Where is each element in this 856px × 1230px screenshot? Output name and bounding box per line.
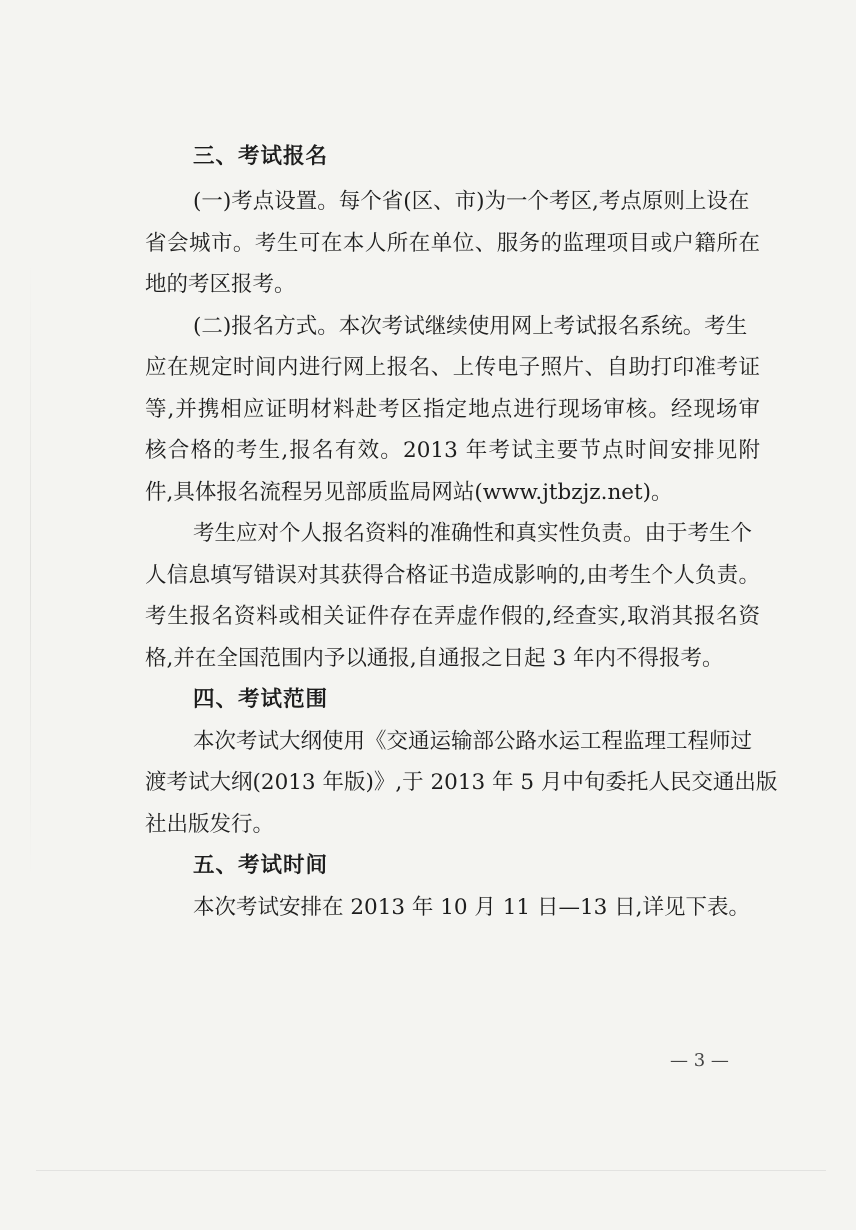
paragraph-line: 社出版发行。 (145, 812, 275, 837)
paragraph-line: 考生报名资料或相关证件存在弄虚作假的,经查实,取消其报名资 (145, 604, 760, 629)
scan-shadow-bottom (36, 1170, 826, 1171)
paragraph-line: 核合格的考生,报名有效。2013 年考试主要节点时间安排见附 (145, 438, 760, 463)
section-heading-registration: 三、考试报名 (193, 144, 329, 169)
paragraph-line: 渡考试大纲(2013 年版)》,于 2013 年 5 月中旬委托人民交通出版 (145, 770, 778, 795)
paragraph-line: (一)考点设置。每个省(区、市)为一个考区,考点原则上设在 (193, 189, 750, 214)
paragraph-line: (二)报名方式。本次考试继续使用网上考试报名系统。考生 (193, 314, 748, 339)
page-number: — 3 — (670, 1050, 729, 1071)
paragraph-line: 本次考试安排在 2013 年 10 月 11 日—13 日,详见下表。 (193, 895, 750, 920)
paragraph-line: 件,具体报名流程另见部质监局网站(www.jtbzjz.net)。 (145, 480, 673, 505)
paragraph-line: 格,并在全国范围内予以通报,自通报之日起 3 年内不得报考。 (145, 646, 724, 671)
paragraph-line: 人信息填写错误对其获得合格证书造成影响的,由考生个人负责。 (145, 563, 760, 588)
paragraph-line: 本次考试大纲使用《交通运输部公路水运工程监理工程师过 (193, 729, 753, 754)
paragraph-line: 应在规定时间内进行网上报名、上传电子照片、自助打印准考证 (145, 355, 760, 380)
section-heading-time: 五、考试时间 (193, 853, 329, 878)
section-heading-scope: 四、考试范围 (193, 687, 329, 712)
paragraph-line: 等,并携相应证明材料赴考区指定地点进行现场审核。经现场审 (145, 397, 760, 422)
scan-shadow-left (30, 260, 31, 880)
paragraph-line: 考生应对个人报名资料的准确性和真实性负责。由于考生个 (193, 521, 753, 546)
paragraph-line: 省会城市。考生可在本人所在单位、服务的监理项目或户籍所在 (145, 231, 760, 256)
paragraph-line: 地的考区报考。 (145, 272, 296, 297)
